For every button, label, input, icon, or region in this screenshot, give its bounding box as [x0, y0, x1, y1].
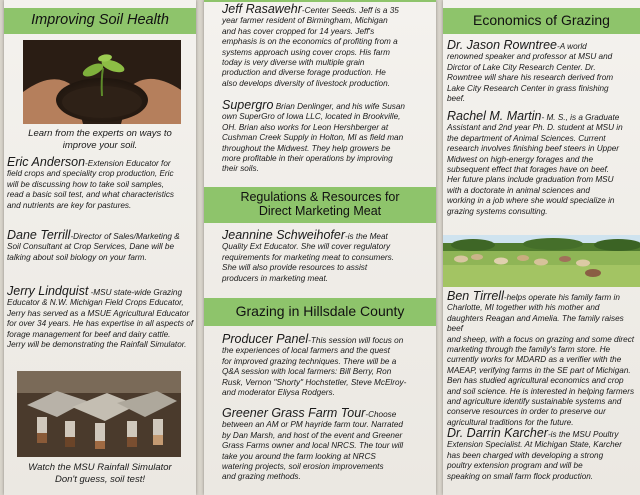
section-title-line: Direct Marketing Meat [258, 204, 382, 218]
speaker-ben-tirrell [447, 291, 639, 428]
speaker-name: Dr. Darrin Karcher [447, 426, 548, 440]
speaker-bio-line: MAEAP, verifying farms in the SE part of Michigan. [447, 365, 631, 375]
speaker-bio-line: Her future plans include graduation from MSU [447, 175, 614, 185]
panel-middle [204, 0, 436, 495]
speaker-bio-line: -helps operate his family farm in [503, 293, 620, 302]
session-desc-line: the experiences of local farmers and the quest [222, 346, 390, 356]
speaker-bio-line: subsequent effect that forages have on beef. [447, 165, 610, 175]
speaker-bio-line: throughout the Midwest. They help growers be [222, 143, 391, 153]
session-desc-line: take you around the farm looking at NRCS [222, 451, 376, 461]
speaker-bio-line: for over 34 years. He has expertise in all aspects of [7, 319, 194, 329]
speaker-bio-line: agricultural traditions for the future. [447, 417, 574, 427]
speaker-bio-line: Charlotte, MI together with his mother and [447, 303, 600, 313]
speaker-bio-line: -MSU state-wide Grazing [88, 288, 183, 297]
speaker-bio-line: -is the Meat [345, 232, 388, 241]
speaker-bio-line: Jerry has served as a MSUE Agricultural Educator [7, 308, 190, 318]
rainfall-simulator-photo [17, 371, 181, 457]
speaker-bio-line: beef. [447, 94, 466, 104]
section-title-line: Regulations & Resources for [240, 190, 400, 205]
speaker-bio-line: Lake City Research Center in grass finishing [447, 83, 609, 93]
speaker-bio-line: Cushman Creek Supply in Holton, MI as field man [222, 133, 404, 143]
speaker-bio-line: and nutrients are key for pastures. [7, 200, 132, 210]
speaker-jason-rowntree [447, 40, 639, 104]
speaker-bio-line: requirements for marketing meat to consumers. [222, 252, 395, 262]
section-title-economics: Economics of Grazing [443, 8, 640, 34]
speaker-bio-line: renowned speaker and professor at MSU and [447, 52, 613, 62]
soil-hands-photo [23, 40, 181, 124]
speaker-bio-line: OH. Brian also works for Leon Hershberger at [222, 122, 389, 132]
session-greener-grass-tour [222, 408, 434, 483]
speaker-bio-line: own SuperGro of Iowa LLC, located in Brookville, [222, 112, 401, 122]
speaker-name: Supergro [222, 98, 274, 112]
speaker-bio-line: talking about soil biology on your farm. [7, 252, 147, 262]
soil-caption-line: improve your soil. [62, 140, 138, 151]
speaker-jeannine-schweihofer [222, 230, 434, 284]
section-title-regulations [204, 187, 436, 223]
speaker-bio-line: Soil Consultant at Crop Services, Dane will be [7, 242, 175, 252]
speaker-bio-line: Ben has studied agricultural economics and crop [447, 376, 624, 386]
speaker-bio-line: and agriculture identify sustainable systems and [447, 397, 622, 407]
speaker-bio-line: -A world [557, 42, 587, 51]
speaker-bio-line: research involves finishing beef steers in Upper [447, 144, 620, 154]
speaker-bio-line: conserve resources in order to preserve our [447, 407, 606, 417]
panel-soil-health [4, 0, 196, 495]
speaker-bio-line: forage management for beef and dairy cattle. [7, 329, 171, 339]
speaker-bio-line: -Extension Educator for [85, 159, 171, 168]
session-desc-line: -Choose [365, 410, 397, 419]
speaker-bio-line: emphasis is on the economics of profiting from a [222, 37, 398, 47]
speaker-bio-line: speaking on small farm flock production. [447, 471, 594, 481]
speaker-bio-line: field crops and speciality crop production, Eric [7, 169, 174, 179]
speaker-name: Jerry Lindquist [7, 284, 89, 298]
speaker-bio-line: and has cover cropped for 14 years. Jeff's [222, 26, 375, 36]
session-desc-line: and moderator Eliysa Rodgers. [222, 388, 335, 398]
speaker-bio-line: read a basic soil test, and what characteristics [7, 190, 175, 200]
speaker-bio-line: more profitable in their operations by improving [222, 154, 393, 164]
speaker-bio-line: Rowntree will share his research derived from [447, 73, 614, 83]
speaker-bio-line: systems approach using cover crops. His farm [222, 47, 390, 57]
speaker-bio-line: their soils. [222, 164, 259, 174]
speaker-name: Jeannine Schweihofer [222, 228, 345, 242]
speaker-bio-line: grazing systems consulting. [447, 206, 548, 216]
speaker-bio-line: also develops diversity of livestock production. [222, 78, 390, 88]
soil-caption [4, 128, 196, 152]
speaker-bio-line: She will also provide resources to assist [222, 263, 368, 273]
speaker-bio-line: Midwest on high-energy forages and the [447, 154, 594, 164]
section-title-soil-health: Improving Soil Health [4, 8, 196, 34]
speaker-bio-line: Educator & N.W. Michigan Field Crops Educator, [7, 298, 184, 308]
speaker-bio-line: production and diverse forage production. He [222, 68, 386, 78]
rainfall-caption-line: Watch the MSU Rainfall Simulator [28, 462, 172, 473]
speaker-bio-line: Assistant and 2nd year Ph. D. student at MSU in [447, 123, 623, 133]
speaker-bio-line: Brian Denlinger, and his wife Susan [273, 102, 405, 111]
speaker-bio-line: with a doctorate in animal sciences and [447, 185, 590, 195]
speaker-name: Rachel M. Martin [447, 109, 542, 123]
speaker-bio-line: year farmer resident of Birmingham, Michigan [222, 16, 388, 26]
speaker-bio-line: will be discussing how to take soil samples, [7, 179, 164, 189]
speaker-bio-line: currently works for MDARD as a verifier with the [447, 355, 622, 365]
speaker-name: Dane Terrill [7, 228, 71, 242]
section-title-grazing-hillsdale: Grazing in Hillsdale County [204, 298, 436, 326]
speaker-darrin-karcher [447, 428, 639, 482]
speaker-bio-line: Extension Specialist. At Michigan State, Karcher [447, 440, 622, 450]
speaker-bio-line: and sheep, with a focus on grazing and some direct [447, 334, 635, 344]
session-name: Producer Panel [222, 332, 309, 346]
panel-economics-grazing [443, 0, 640, 495]
speaker-rachel-martin [447, 111, 639, 217]
speaker-bio-line: marketing through the family's farm store. He [447, 345, 611, 355]
session-desc-line: watering projects, soil erosion improvements [222, 462, 384, 472]
session-name: Greener Grass Farm Tour [222, 406, 366, 420]
speaker-bio-line: poultry extension program and will be [447, 461, 583, 471]
speaker-bio-line: - M. S., is a Graduate [541, 113, 620, 122]
session-desc-line: for improved grazing techniques. There will be a [222, 356, 397, 366]
rainfall-caption-line: Don't guess, soil test! [55, 474, 145, 485]
rainfall-caption [4, 462, 196, 486]
session-desc-line: Grass Farms owner and local NRCS. The tour will [222, 441, 404, 451]
session-desc-line: by Dan Marsh, and host of the event and Greener [222, 430, 403, 440]
session-desc-line: Rusk, Vernon "Shorty" Hochstetler, Steve McElroy- [222, 377, 407, 387]
session-producer-panel [222, 334, 434, 398]
speaker-bio-line: -is the MSU Poultry [547, 430, 619, 439]
speaker-name: Jeff Rasawehr [222, 2, 302, 16]
speaker-jeff-rasawehr [222, 4, 434, 89]
session-desc-line: -This session will focus on [308, 336, 404, 345]
session-desc-line: between an AM or PM hayride farm tour. Narrated [222, 420, 403, 430]
speaker-bio-line: Jerry will be demonstrating the Rainfall Simulator. [7, 340, 187, 350]
speaker-bio-line: has been charged with developing a strong [447, 450, 604, 460]
speaker-bio-line: Dirctor of Lake City Research Center. Dr. [447, 62, 596, 72]
speaker-bio-line: -Center Seeds. Jeff is a 35 [301, 6, 399, 15]
grazing-livestock-photo [443, 235, 640, 287]
speaker-supergro [222, 100, 434, 175]
speaker-name: Eric Anderson [7, 155, 86, 169]
speaker-name: Ben Tirrell [447, 289, 504, 303]
speaker-jerry-lindquist [7, 286, 195, 350]
speaker-bio-line: daughters Reagan and Amelia. The family raises beef [447, 313, 624, 334]
speaker-name: Dr. Jason Rowntree [447, 38, 557, 52]
speaker-bio-line: Quality Ext Educator. She will cover regulatory [222, 242, 391, 252]
speaker-bio-line: today is very diverse with multiple grain [222, 58, 365, 68]
soil-caption-line: Learn from the experts on ways to [28, 128, 172, 139]
speaker-eric-anderson [7, 157, 195, 211]
speaker-bio-line: the department of Animal Sciences. Current [447, 133, 606, 143]
session-desc-line: and grazing methods. [222, 472, 301, 482]
speaker-bio-line: working in a job where she would specialize in [447, 196, 615, 206]
speaker-bio-line: and soil science. He is interested in helping farmers [447, 386, 635, 396]
session-desc-line: Q&A session with local farmers: Bill Berry, Ron [222, 367, 392, 377]
speaker-dane-terrill [7, 230, 195, 263]
speaker-bio-line: producers in marketing meat. [222, 273, 329, 283]
speaker-bio-line: -Director of Sales/Marketing & [70, 232, 180, 241]
